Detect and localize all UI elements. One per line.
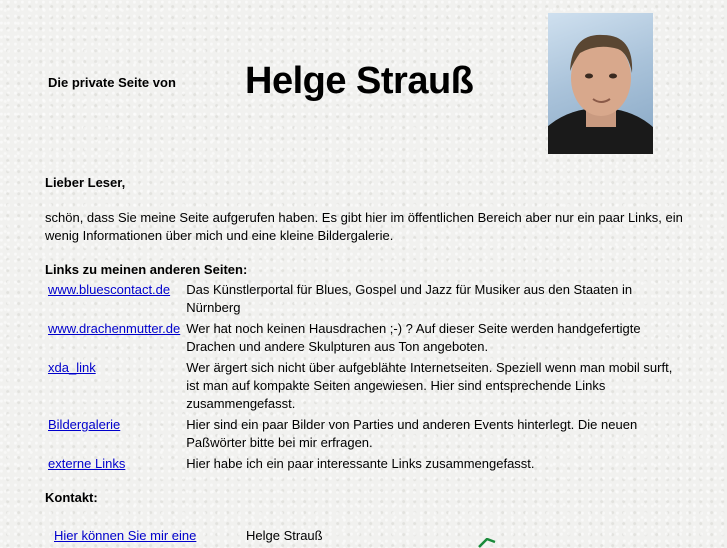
table-row	[45, 415, 685, 454]
links-table	[45, 280, 685, 475]
table-row	[45, 454, 685, 475]
table-row	[45, 319, 685, 358]
links-heading: Links zu meinen anderen Seiten:	[45, 262, 248, 277]
link-description: Wer ärgert sich nicht über aufgeblähte Internetseiten. Speziell wenn man mobil surft, ist man auf kompakte Seiten angewiesen. Hier sind entsprechende Links zusammengefasst.	[186, 360, 673, 411]
mail-icon	[478, 538, 496, 548]
link-externe-links[interactable]: externe Links	[48, 456, 126, 471]
link-description: Hier sind ein paar Bilder von Parties und anderen Events hinterlegt. Die neuen Paßwörter bitte bei mir erfragen.	[186, 417, 638, 450]
profile-photo	[548, 13, 653, 154]
portrait-image	[548, 13, 653, 154]
contact-heading: Kontakt:	[45, 490, 98, 505]
table-row	[45, 358, 685, 415]
link-xda[interactable]: xda_link	[48, 360, 96, 375]
link-description: Wer hat noch keinen Hausdrachen ;-) ? Auf dieser Seite werden handgefertigte Drachen und andere Skulpturen aus Ton angeboten.	[186, 321, 641, 354]
private-page-label: Die private Seite von	[48, 75, 176, 90]
link-description: Das Künstlerportal für Blues, Gospel und Jazz für Musiker aus den Staaten in Nürnberg	[186, 282, 633, 315]
link-description: Hier habe ich ein paar interessante Links zusammengefasst.	[186, 456, 535, 471]
contact-name: Helge Strauß	[246, 528, 323, 543]
intro-text: schön, dass Sie meine Seite aufgerufen haben. Es gibt hier im öffentlichen Bereich aber nur ein paar Links, ein wenig Informationen über mich und eine kleine Bildergalerie.	[45, 210, 683, 243]
link-drachenmutter[interactable]: www.drachenmutter.de	[48, 321, 181, 336]
link-bildergalerie[interactable]: Bildergalerie	[48, 417, 121, 432]
link-bluescontact[interactable]: www.bluescontact.de	[48, 282, 171, 297]
page-title: Helge Strauß	[245, 60, 474, 102]
table-row	[45, 280, 685, 319]
greeting: Lieber Leser,	[45, 175, 126, 190]
contact-mail-link[interactable]: Hier können Sie mir eine	[54, 528, 197, 543]
